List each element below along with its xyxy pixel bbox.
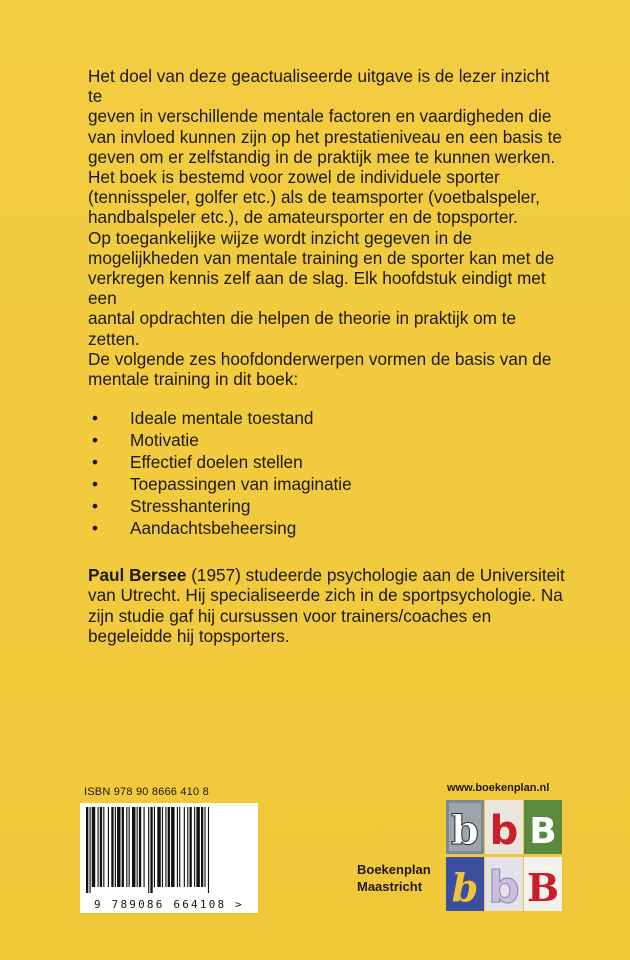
barcode-bar bbox=[92, 807, 95, 887]
list-item bbox=[88, 407, 568, 429]
topic-label: Effectief doelen stellen bbox=[130, 452, 303, 473]
intro-line: (tennisspeler, golfer etc.) als de teamsporter (voetbalspeler, bbox=[88, 187, 540, 208]
barcode-bar bbox=[139, 807, 141, 887]
barcode-bar bbox=[177, 807, 178, 887]
topic-label: Motivatie bbox=[130, 430, 199, 451]
barcode-bar bbox=[204, 807, 205, 887]
intro-line: geven in verschillende mentale factoren en vaardigheden die bbox=[88, 106, 552, 127]
barcode-bar bbox=[171, 807, 174, 887]
topic-label: Aandachtsbeheersing bbox=[130, 518, 297, 539]
barcode-bar bbox=[129, 807, 130, 887]
barcode-bar bbox=[117, 807, 120, 887]
barcode-bar bbox=[100, 807, 102, 887]
logo-tile bbox=[446, 857, 484, 911]
barcode-bar bbox=[196, 807, 199, 887]
barcode-bar bbox=[111, 807, 113, 887]
logo-tile bbox=[485, 857, 523, 911]
topic-label: Toepassingen van imaginatie bbox=[130, 474, 352, 495]
barcode-bar bbox=[108, 807, 109, 887]
intro-line: verkregen kennis zelf aan de slag. Elk hoofdstuk eindigt met een bbox=[88, 268, 546, 309]
publisher-name: Boekenplan bbox=[357, 862, 431, 877]
logo-tile bbox=[446, 800, 484, 854]
topic-label: Stresshantering bbox=[130, 496, 251, 517]
bullet-icon: • bbox=[92, 518, 99, 539]
barcode-bar bbox=[148, 807, 149, 893]
barcode-bar bbox=[184, 807, 185, 887]
barcode-bar bbox=[126, 807, 127, 887]
barcode-bar bbox=[157, 807, 160, 887]
svg-text:b: b bbox=[451, 865, 479, 910]
intro-line: Het doel van deze geactualiseerde uitgave is de lezer inzicht te bbox=[88, 66, 550, 107]
barcode-bar bbox=[208, 807, 209, 893]
barcode-bar bbox=[168, 807, 170, 887]
barcode-bar bbox=[137, 807, 138, 887]
barcode-bar bbox=[162, 807, 163, 887]
bullet-icon: • bbox=[92, 430, 99, 451]
list-item bbox=[88, 473, 568, 495]
list-item bbox=[88, 451, 568, 473]
logo-tile bbox=[524, 857, 562, 911]
intro-line: aantal opdrachten die helpen de theorie in praktijk om te zetten. bbox=[88, 308, 517, 349]
barcode-bar bbox=[187, 807, 188, 887]
barcode-bar bbox=[150, 807, 152, 893]
bullet-icon: • bbox=[92, 408, 99, 429]
barcode-bar bbox=[154, 807, 155, 887]
list-item bbox=[88, 429, 568, 451]
logo-tile bbox=[485, 800, 523, 854]
intro-line: mogelijkheden van mentale training en de sporter kan met de bbox=[88, 247, 555, 268]
list-item bbox=[88, 517, 568, 539]
publisher-city: Maastricht bbox=[357, 879, 423, 894]
book-description bbox=[88, 66, 568, 646]
bullet-icon: • bbox=[92, 496, 99, 517]
barcode-digits: 9 789086 664108 > bbox=[94, 898, 244, 911]
bullet-icon: • bbox=[92, 452, 99, 473]
bio-line: van Utrecht. Hij specialiseerde zich in de sportpsychologie. Na bbox=[88, 585, 563, 606]
barcode bbox=[80, 803, 258, 913]
bio-line: begeleidde hij topsporters. bbox=[88, 625, 290, 646]
barcode-bars bbox=[80, 803, 258, 897]
intro-line: Het boek is bestemd voor zowel de individuele sporter bbox=[88, 167, 500, 188]
topic-list bbox=[88, 407, 568, 539]
barcode-bar bbox=[190, 807, 192, 887]
barcode-bar bbox=[115, 807, 116, 887]
bio-line: zijn studie gaf hij cursussen voor trainers/coaches en bbox=[88, 605, 492, 626]
barcode-bar bbox=[201, 807, 203, 887]
barcode-bar bbox=[103, 807, 104, 887]
svg-text:b: b bbox=[488, 862, 520, 911]
list-item bbox=[88, 495, 568, 517]
publisher-logo bbox=[446, 800, 562, 912]
intro-line: De volgende zes hoofdonderwerpen vormen de basis van de bbox=[88, 348, 552, 369]
intro-paragraph bbox=[88, 66, 568, 389]
topic-label: Ideale mentale toestand bbox=[130, 408, 314, 429]
barcode-bar bbox=[132, 807, 135, 887]
bio-line: (1957) studeerde psychologie aan de Universiteit bbox=[186, 565, 565, 586]
barcode-bar bbox=[98, 807, 99, 887]
publisher-imprint bbox=[357, 861, 431, 895]
intro-line: mentale training in dit boek: bbox=[88, 369, 299, 390]
svg-text:B: B bbox=[529, 811, 557, 852]
isbn-label: ISBN 978 90 8666 410 8 bbox=[84, 786, 209, 798]
barcode-bar bbox=[89, 807, 90, 893]
svg-text:B: B bbox=[526, 865, 560, 910]
author-name: Paul Bersee bbox=[88, 565, 187, 586]
barcode-bar bbox=[165, 807, 166, 887]
barcode-bar bbox=[144, 807, 145, 887]
logo-tile bbox=[524, 800, 562, 854]
barcode-bar bbox=[122, 807, 124, 887]
intro-line: Op toegankelijke wijze wordt inzicht gegeven in de bbox=[88, 227, 473, 248]
barcode-bar bbox=[86, 807, 88, 893]
barcode-bar bbox=[179, 807, 180, 887]
intro-line: geven om er zelfstandig in de praktijk mee te kunnen werken. bbox=[88, 146, 556, 167]
bullet-icon: • bbox=[92, 474, 99, 495]
svg-text:b: b bbox=[451, 807, 479, 854]
intro-line: handbalspeler etc.), de amateursporter en de topsporter. bbox=[88, 207, 518, 228]
barcode-bar bbox=[194, 807, 195, 887]
intro-line: van invloed kunnen zijn op het prestatieniveau en een basis te bbox=[88, 126, 562, 147]
svg-text:b: b bbox=[489, 808, 519, 854]
author-bio bbox=[88, 565, 568, 646]
publisher-website: www.boekenplan.nl bbox=[447, 782, 550, 794]
